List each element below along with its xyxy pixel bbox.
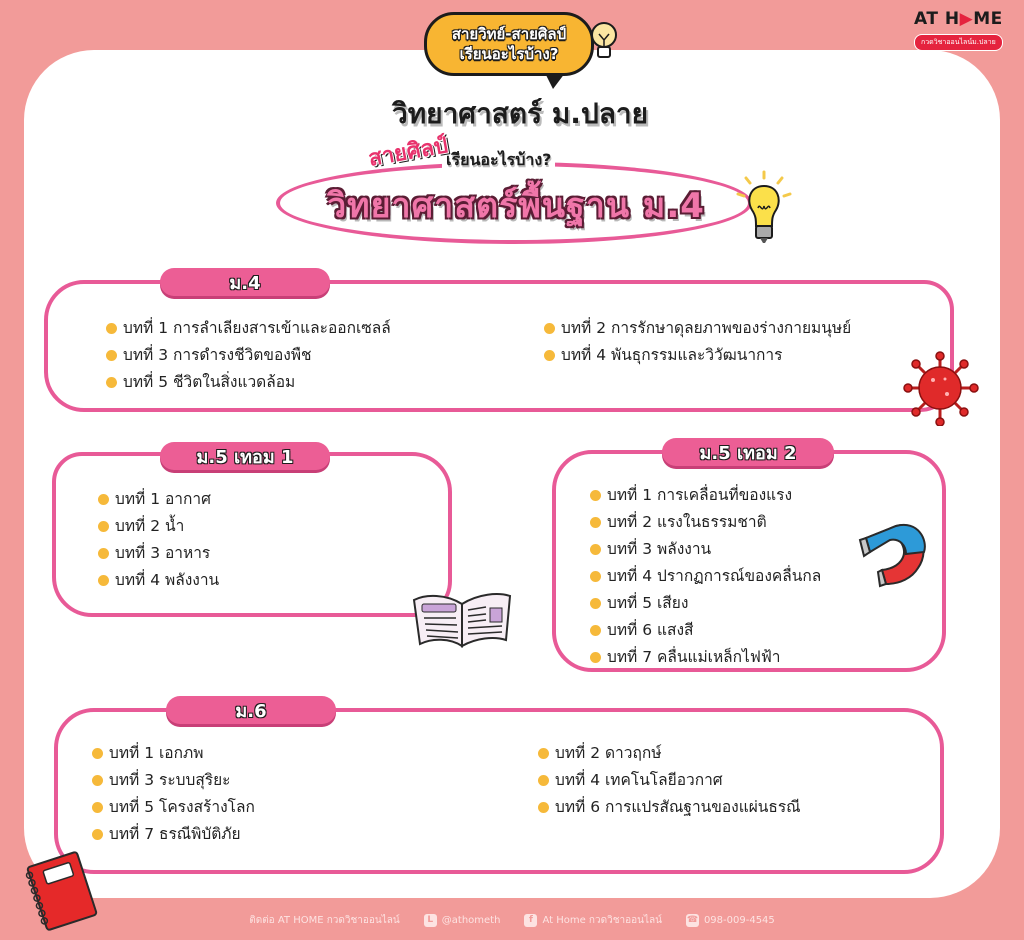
- footer-phone-link[interactable]: ☎ 098-009-4545: [686, 914, 775, 926]
- list-item: บทที่ 4 พันธุกรรมและวิวัฒนาการ: [544, 342, 851, 369]
- section-m4-list-left: [106, 315, 391, 396]
- list-item: บทที่ 4 ปรากฏการณ์ของคลื่นกล: [590, 563, 821, 590]
- bullet-icon: [98, 575, 109, 586]
- list-item: บทที่ 3 อาหาร: [98, 540, 219, 567]
- bullet-icon: [590, 490, 601, 501]
- bullet-icon: [92, 748, 103, 759]
- bullet-icon: [106, 323, 117, 334]
- list-item: บทที่ 5 เสียง: [590, 590, 821, 617]
- list-item: บทที่ 1 การลำเลียงสารเข้าและออกเซลล์: [106, 315, 391, 342]
- section-m4-label: ม.4: [160, 268, 330, 296]
- bullet-icon: [590, 652, 601, 663]
- list-item: บทที่ 6 การแปรสัณฐานของแผ่นธรณี: [538, 794, 801, 821]
- bubble-line-1: สายวิทย์-สายศิลป์: [451, 25, 567, 43]
- facebook-icon: f: [524, 914, 537, 927]
- header-speech-bubble: [424, 12, 594, 76]
- bullet-icon: [106, 377, 117, 388]
- list-item: บทที่ 4 พลังงาน: [98, 567, 219, 594]
- list-item: บทที่ 1 อากาศ: [98, 486, 219, 513]
- bullet-icon: [98, 548, 109, 559]
- section-m5-term1-list: [98, 486, 219, 594]
- bullet-icon: [590, 598, 601, 609]
- bullet-icon: [590, 517, 601, 528]
- brand-tagline: กวดวิชาออนไลน์ม.ปลาย: [914, 34, 1003, 51]
- bullet-icon: [538, 802, 549, 813]
- section-m4-list-right: [544, 315, 851, 369]
- list-item: บทที่ 6 แสงสี: [590, 617, 821, 644]
- bullet-icon: [590, 544, 601, 555]
- bullet-icon: [92, 802, 103, 813]
- brand-name: AT H▶ME: [914, 9, 1003, 29]
- course-title: วิทยาศาสตร์พื้นฐาน ม.4: [327, 186, 705, 226]
- list-item: บทที่ 4 เทคโนโลยีอวกาศ: [538, 767, 801, 794]
- line-icon: L: [424, 914, 437, 927]
- bullet-icon: [92, 829, 103, 840]
- stream-label: สายศิลป์: [366, 133, 450, 172]
- section-m6-list-right: [538, 740, 801, 821]
- list-item: บทที่ 2 แรงในธรรมชาติ: [590, 509, 821, 536]
- page-subtitle: เรียนอะไรบ้าง?: [442, 148, 555, 173]
- section-m6-label: ม.6: [166, 696, 336, 724]
- section-m5-term1-label: ม.5 เทอม 1: [160, 442, 330, 470]
- open-book-icon: [406, 588, 518, 650]
- bullet-icon: [590, 571, 601, 582]
- bullet-icon: [538, 775, 549, 786]
- bullet-icon: [98, 494, 109, 505]
- section-m5-term2-list: [590, 482, 821, 671]
- page-title: วิทยาศาสตร์ ม.ปลาย: [391, 97, 649, 130]
- footer-facebook-link[interactable]: f At Home กวดวิชาออนไลน์: [524, 913, 662, 928]
- bullet-icon: [590, 625, 601, 636]
- bullet-icon: [106, 350, 117, 361]
- footer-contact-label: ติดต่อ AT HOME กวดวิชาออนไลน์: [249, 914, 400, 926]
- list-item: บทที่ 5 ชีวิตในสิ่งแวดล้อม: [106, 369, 391, 396]
- magnet-icon: [856, 518, 932, 590]
- bubble-line-2: เรียนอะไรบ้าง?: [459, 45, 559, 63]
- bullet-icon: [544, 323, 555, 334]
- virus-icon: [900, 350, 980, 426]
- list-item: บทที่ 1 การเคลื่อนที่ของแรง: [590, 482, 821, 509]
- phone-icon: ☎: [686, 915, 699, 925]
- footer-line-link[interactable]: L @athometh: [424, 914, 501, 927]
- list-item: บทที่ 3 ระบบสุริยะ: [92, 767, 255, 794]
- brand-logo: [914, 9, 1003, 51]
- list-item: บทที่ 7 คลื่นแม่เหล็กไฟฟ้า: [590, 644, 821, 671]
- lightbulb-icon: [732, 170, 792, 250]
- list-item: บทที่ 2 ดาวฤกษ์: [538, 740, 801, 767]
- bullet-icon: [98, 521, 109, 532]
- bullet-icon: [544, 350, 555, 361]
- list-item: บทที่ 2 น้ำ: [98, 513, 219, 540]
- section-m6-list-left: [92, 740, 255, 848]
- bullet-icon: [92, 775, 103, 786]
- list-item: บทที่ 1 เอกภพ: [92, 740, 255, 767]
- lightbulb-icon: [590, 20, 618, 66]
- play-icon: ▶: [959, 9, 974, 29]
- list-item: บทที่ 7 ธรณีพิบัติภัย: [92, 821, 255, 848]
- bullet-icon: [538, 748, 549, 759]
- section-m5-term2-label: ม.5 เทอม 2: [662, 438, 834, 466]
- list-item: บทที่ 5 โครงสร้างโลก: [92, 794, 255, 821]
- list-item: บทที่ 3 การดำรงชีวิตของพืช: [106, 342, 391, 369]
- list-item: บทที่ 2 การรักษาดุลยภาพของร่างกายมนุษย์: [544, 315, 851, 342]
- footer-contact-bar: [0, 906, 1024, 934]
- list-item: บทที่ 3 พลังงาน: [590, 536, 821, 563]
